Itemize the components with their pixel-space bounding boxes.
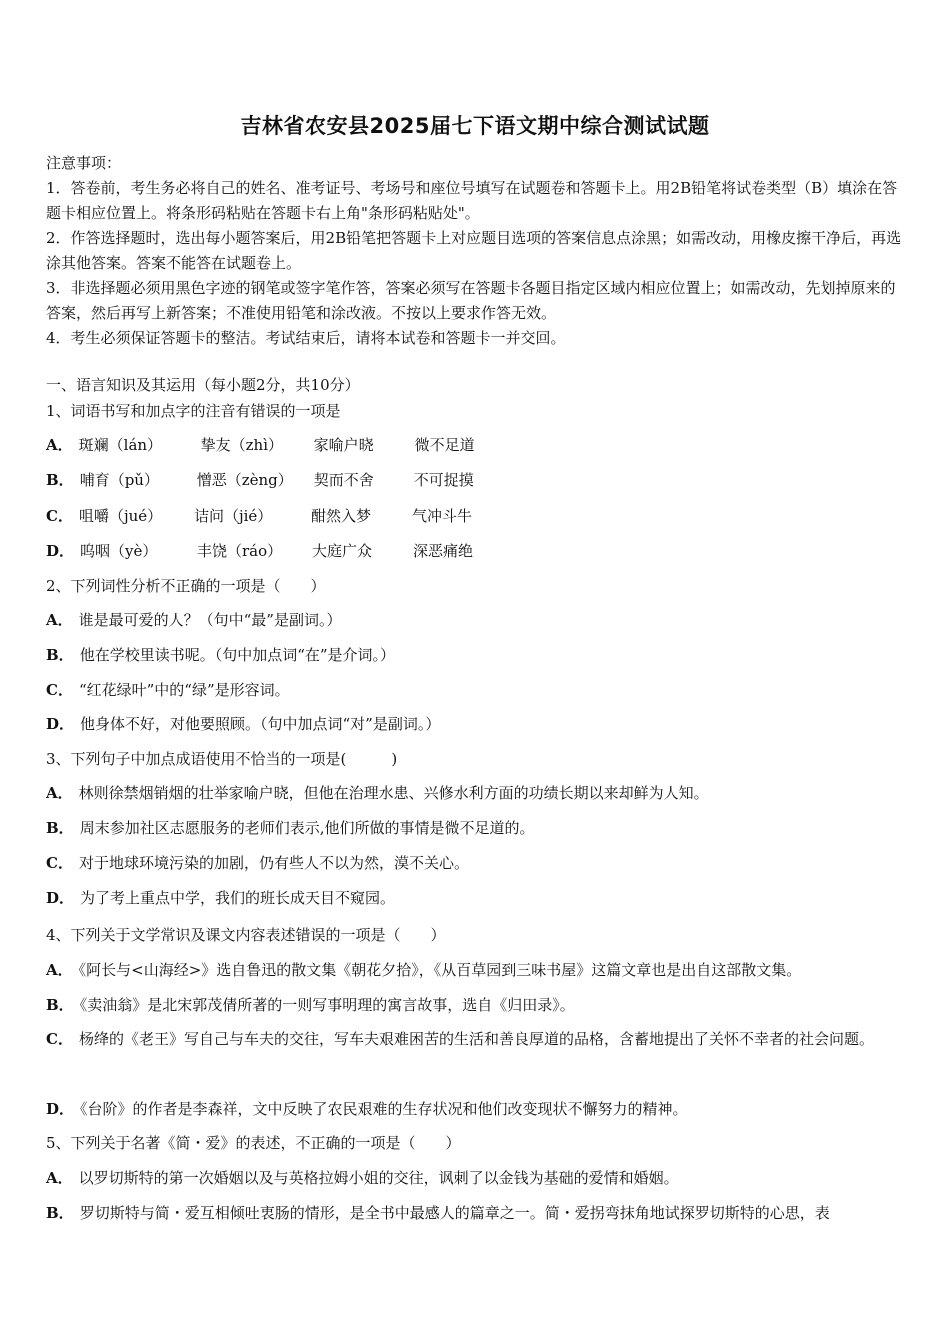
q3-option-b <box>46 817 534 838</box>
option-cell: 微不足道 <box>414 436 475 454</box>
question-2-stem: 2、下列词性分析不正确的一项是（ ） <box>46 577 326 595</box>
option-cell: 酣然入梦 <box>310 507 371 525</box>
option-letter: C． <box>46 1030 73 1048</box>
option-text: 《卖油翁》是北宋郭茂倩所著的一则写事明理的寓言故事，选自《归田录》。 <box>79 996 575 1014</box>
option-text: 谁是最可爱的人？（句中“最”是副词。） <box>78 611 342 629</box>
option-text: “红花绿叶”中的“绿”是形容词。 <box>78 681 290 699</box>
q4-option-d <box>46 1098 688 1119</box>
notes-list <box>46 176 908 351</box>
option-cell: 诘问（jié） <box>193 507 273 525</box>
option-text: 杨绛的《老王》写自己与车夫的交往，写车夫艰难困苦的生活和善良厚道的品格，含蓄地提出了关怀不幸者的社会问题。 <box>78 1030 874 1048</box>
option-letter: A． <box>46 611 73 629</box>
note-item: 2．作答选择题时，选出每小题答案后，用2B铅笔把答题卡上对应题目选项的答案信息点涂黑；如需改动，用橡皮擦干净后，再选涂其他答案。答案不能答在试题卷上。 <box>46 229 902 272</box>
option-letter: A． <box>46 1169 73 1187</box>
option-cell: 家喻户晓 <box>313 436 374 454</box>
option-text: 他在学校里读书呢。（句中加点词“在”是介词。） <box>79 646 396 664</box>
page-title: 吉林省农安县2025届七下语文期中综合测试试题 <box>240 114 710 138</box>
q2-option-a <box>46 609 341 630</box>
q3-option-c <box>46 852 469 873</box>
option-text: 对于地球环境污染的加剧，仍有些人不以为然，漠不关心。 <box>78 854 469 872</box>
option-cell: 斑斓（lán） <box>78 436 163 454</box>
option-cell: 深恶痛绝 <box>413 542 474 560</box>
q4-option-b <box>46 994 575 1015</box>
question-4-stem: 4、下列关于文学常识及课文内容表述错误的一项是（ ） <box>46 926 446 944</box>
question-3-stem: 3、下列句子中加点成语使用不恰当的一项是( ) <box>46 750 398 768</box>
note-item: 4．考生必须保证答题卡的整洁。考试结束后，请将本试卷和答题卡一并交回。 <box>46 329 566 347</box>
option-letter: C． <box>46 681 73 699</box>
option-cell: 气冲斗牛 <box>411 507 472 525</box>
option-letter: B． <box>46 471 74 489</box>
option-text: 以罗切斯特的第一次婚姻以及与英格拉姆小姐的交往，讽刺了以金钱为基础的爱情和婚姻。 <box>78 1169 679 1187</box>
q2-option-b <box>46 644 395 665</box>
option-letter: C． <box>46 507 73 525</box>
question-5-stem: 5、下列关于名著《简・爱》的表述，不正确的一项是（ ） <box>46 1134 461 1152</box>
note-item: 3．非选择题必须用黑色字迹的钢笔或签字笔作答，答案必须写在答题卡各题目指定区域内相应位置上；如需改动，先划掉原来的答案，然后再写上新答案；不准使用铅笔和涂改液。不按以上要求作答无效。 <box>46 279 896 322</box>
q2-option-c <box>46 679 290 700</box>
option-text: 周末参加社区志愿服务的老师们表示,他们所做的事情是微不足道的。 <box>79 819 535 837</box>
option-letter: B． <box>46 819 74 837</box>
q2-option-d <box>46 713 440 734</box>
q5-option-b <box>46 1202 908 1223</box>
option-text: 他身体不好，对他要照顾。（句中加点词“对”是副词。） <box>80 715 441 733</box>
q3-option-a <box>46 782 709 803</box>
option-letter: A． <box>46 784 73 802</box>
q3-option-d <box>46 887 395 908</box>
option-text: 罗切斯特与简・爱互相倾吐衷肠的情形，是全书中最感人的篇章之一。简・爱拐弯抹角地试探罗切斯特的心思，表 <box>79 1204 830 1222</box>
q1-option-a <box>46 434 475 455</box>
option-letter: B． <box>46 996 74 1014</box>
option-letter: A． <box>46 436 73 454</box>
q1-option-c <box>46 505 472 526</box>
q4-option-c <box>46 1020 908 1058</box>
option-cell: 挚友（zhì） <box>200 436 284 454</box>
note-item: 1．答卷前，考生务必将自己的姓名、准考证号、考场号和座位号填写在试题卷和答题卡上。用2B铅笔将试卷类型（B）填涂在答题卡相应位置上。将条形码粘贴在答题卡右上角"条形码粘贴处"。 <box>46 179 898 222</box>
option-letter: C． <box>46 854 73 872</box>
option-letter: D． <box>46 542 75 560</box>
question-1-stem: 1、词语书写和加点字的注音有错误的一项是 <box>46 402 341 420</box>
option-cell: 丰饶（ráo） <box>197 542 283 560</box>
q1-option-d <box>46 540 473 561</box>
option-cell: 憎恶（zèng） <box>196 471 293 489</box>
option-cell: 呜咽（yè） <box>80 542 158 560</box>
option-letter: A． <box>46 961 73 979</box>
option-letter: B． <box>46 1204 74 1222</box>
q5-option-a <box>46 1167 679 1188</box>
option-letter: D． <box>46 715 75 733</box>
option-cell: 不可捉摸 <box>413 471 474 489</box>
q4-option-a <box>46 959 801 980</box>
section-heading: 一、语言知识及其运用（每小题2分，共10分） <box>46 376 360 394</box>
option-text: 为了考上重点中学，我们的班长成天目不窥园。 <box>80 889 396 907</box>
option-text: 《阿长与<山海经>》选自鲁迅的散文集《朝花夕拾》，《从百草园到三味书屋》这篇文章也是出自这部散文集。 <box>78 961 802 979</box>
option-cell: 契而不舍 <box>313 471 374 489</box>
option-text: 《台阶》的作者是李森祥，文中反映了农民艰难的生存状况和他们改变现状不懈努力的精神。 <box>80 1100 688 1118</box>
option-cell: 咀嚼（jué） <box>78 507 163 525</box>
option-cell: 大庭广众 <box>312 542 373 560</box>
option-cell: 哺育（pǔ） <box>79 471 159 489</box>
option-letter: B． <box>46 646 74 664</box>
option-letter: D． <box>46 1100 75 1118</box>
notes-heading: 注意事项： <box>46 154 122 172</box>
q1-option-b <box>46 469 474 490</box>
option-text: 林则徐禁烟销烟的壮举家喻户晓，但他在治理水患、兴修水利方面的功绩长期以来却鲜为人知。 <box>78 784 709 802</box>
option-letter: D． <box>46 889 75 907</box>
